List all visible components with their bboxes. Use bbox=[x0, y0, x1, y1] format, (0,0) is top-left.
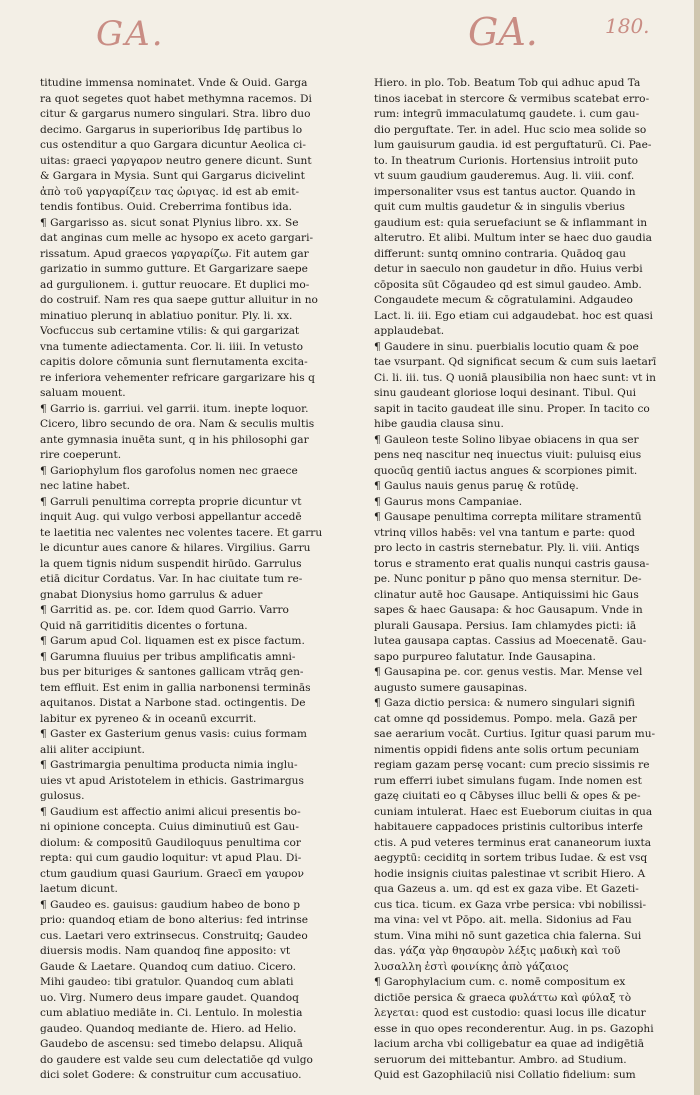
text-line: ¶ Garrio is. garriui. vel garrii. itum. inepte loquor. bbox=[40, 402, 309, 415]
text-line: qua Gazeus a. um. qd est ex gaza vibe. Et Gazeti- bbox=[374, 883, 639, 895]
text-line: garizatio in summo gutture. Et Gargarizare saepe bbox=[40, 263, 308, 275]
text-line: inquit Aug. qui vulgo verbosi appellantur accedē bbox=[40, 511, 302, 523]
text-line: augusto sumere gausapinas. bbox=[374, 681, 528, 694]
text-line: Gaude & Laetare. Quandoq cum datiuo. Cicero. bbox=[40, 960, 297, 973]
text-line: Lact. li. iii. Ego etiam cui adgaudebat. hoc est quasi bbox=[374, 309, 653, 322]
text-line: sae aerarium vocāt. Curtius. Igitur quasi parum mu- bbox=[374, 728, 656, 740]
text-line: sapo purpureo falutatur. Inde Gausapina. bbox=[374, 650, 596, 663]
text-line: ctum gaudium quasi Gaurium. Graecī em γαυρον bbox=[40, 867, 304, 880]
text-line: ¶ Gargarisso as. sicut sonat Plynius libro. xx. Se bbox=[40, 216, 299, 229]
text-line: Quid est Gazophilaciū nisi Collatio fidelium: sum bbox=[374, 1069, 636, 1081]
text-line: stum. Vina mihi nō sunt gazetica chia falerna. Sui bbox=[374, 929, 642, 942]
manuscript-annotation-left: GA. bbox=[96, 14, 165, 54]
text-line: ¶ Gaster ex Gasterium genus vasis: cuius formam bbox=[40, 728, 307, 740]
text-line: cus. Laetari vero extrinsecus. Construitq; Gaudeo bbox=[40, 929, 308, 942]
text-line: citur & gargarus numero singulari. Stra. libro duo bbox=[40, 108, 311, 120]
text-line: ¶ Garophylacium cum. c. nomē compositum ex bbox=[374, 976, 626, 988]
text-line: pe. Nunc ponitur p pāno quo mensa sternitur. De- bbox=[374, 573, 642, 585]
text-line: hibe gaudia clausa sinu. bbox=[374, 418, 504, 430]
text-line: ¶ Garumna fluuius per tribus amplificatis amni- bbox=[40, 650, 296, 663]
text-line: labitur ex pyreneo & in oceanū excurrit. bbox=[40, 712, 257, 725]
text-line: ante gymnasia inuēta sunt, q in his philosophi gar bbox=[40, 433, 309, 446]
text-line: lum gauisurum gaudia. id est perguftaturū. Ci. Pae- bbox=[374, 139, 652, 151]
text-line: ¶ Garruli penultima correpta proprie dicuntur vt bbox=[40, 495, 302, 508]
text-line: ¶ Gausapina pe. cor. genus vestis. Mar. Mense vel bbox=[374, 666, 643, 678]
text-line: Gaudebo de ascensu: sed timebo delapsu. Aliquā bbox=[40, 1038, 303, 1050]
text-line: λυσαλλη ἐστὶ φοινίκης ἀπὸ γάζαιος bbox=[374, 960, 569, 973]
text-line: Cicero, libro secundo de ora. Nam & seculis multis bbox=[40, 418, 315, 430]
text-line: cōposita sūt Cōgaudeo qd est simul gaudeo. Amb. bbox=[374, 278, 642, 291]
text-line: das. γάζα γὰρ θησαυρὸν λέξις μαδικὴ καὶ τοῦ bbox=[374, 945, 621, 957]
text-column-right bbox=[374, 76, 656, 1084]
text-line: ¶ Gauleon teste Solino libyae obiacens in qua ser bbox=[374, 433, 639, 446]
text-line: cuniam intulerat. Haec est Eueborum ciuitas in qua bbox=[374, 805, 653, 818]
text-line: prio: quandoq etiam de bono alterius: fed intrinse bbox=[40, 914, 309, 926]
text-line: nec latine habet. bbox=[40, 480, 131, 492]
text-line: to. In theatrum Curionis. Hortensius introiit puto bbox=[374, 154, 638, 167]
text-line: do costruif. Nam res qua saepe guttur alluitur in no bbox=[40, 294, 318, 306]
text-line: aegyptū: ceciditq in sortem tribus Iudae. & est vsq bbox=[374, 852, 648, 864]
text-line: tendis fontibus. Ouid. Creberrima fontibus ida. bbox=[40, 201, 293, 213]
text-line: hodie insignis ciuitas palestinae vt scribit Hiero. A bbox=[374, 867, 646, 880]
text-line: tinos iacebat in stercore & vermibus scatebat erro- bbox=[374, 92, 650, 105]
text-line: gazę ciuitati eo q Cābyses illuc belli & opes & pe- bbox=[374, 790, 641, 802]
text-line: nimentis oppidi fidens ante solis ortum pecuniam bbox=[374, 743, 640, 756]
text-line: ctis. A pud veteres terminus erat cananeorum iuxta bbox=[374, 836, 652, 849]
text-line: titudine immensa nominatet. Vnde & Ouid. Garga bbox=[40, 77, 308, 89]
text-line: re inferiora vehementer refricare gargarizare his q bbox=[40, 371, 315, 384]
text-line: sapit in tacito gaudeat ille sinu. Proper. In tacito co bbox=[374, 402, 650, 415]
text-line: decimo. Gargarus in superioribus Idę partibus lo bbox=[40, 123, 303, 136]
text-line: cum ablatiuo mediāte in. Ci. Lentulo. In molestia bbox=[40, 1007, 303, 1019]
text-line: diuersis modis. Nam quandoq fine apposito: vt bbox=[40, 945, 291, 957]
text-line: sinu gaudeant gloriose loqui desinant. Tibul. Qui bbox=[374, 387, 637, 399]
text-line: ¶ Gariophylum flos garofolus nomen nec graece bbox=[40, 464, 298, 477]
folio-number: 180. bbox=[605, 14, 650, 38]
text-line: ra quot segetes quot habet methymna racemos. Di bbox=[40, 92, 312, 105]
text-line: dictiōe persica & graeca φυλάττω καὶ φύλαξ τὸ bbox=[374, 991, 632, 1004]
text-line: Hiero. in plo. Tob. Beatum Tob qui adhuc apud Ta bbox=[374, 77, 641, 89]
text-line: ni opinione concepta. Cuius diminutiuū est Gau- bbox=[40, 821, 299, 833]
text-line: capitis dolore cōmunia sunt flernutamenta excita- bbox=[40, 356, 308, 368]
text-line: pro lecto in castris sternebatur. Ply. li. viii. Antiqs bbox=[374, 542, 640, 554]
text-line: ¶ Garum apud Col. liquamen est ex pisce factum. bbox=[40, 635, 305, 647]
text-line: te laetitia nec valentes nec volentes tacere. Et garru bbox=[40, 526, 322, 539]
text-line: uies vt apud Aristotelem in ethicis. Gastrimargus bbox=[40, 774, 304, 787]
text-line: saluam mouent. bbox=[40, 387, 126, 399]
text-line: rire coeperunt. bbox=[40, 449, 122, 461]
text-line: ad gurgulionem. i. guttur reuocare. Et duplici mo- bbox=[40, 278, 310, 291]
text-line: sapes & haec Gausapa: & hoc Gausapum. Vnde in bbox=[374, 604, 643, 616]
text-line: & Gargara in Mysia. Sunt qui Gargarus dicivelint bbox=[40, 170, 305, 182]
text-line: differunt: suntq omnino contraria. Quādoq gau bbox=[374, 247, 626, 260]
text-line: Quid nā garritiditis dicentes o fortuna. bbox=[40, 619, 248, 632]
text-line: Congaudete mecum & cōgratulamini. Adgaudeo bbox=[374, 294, 633, 306]
text-line: ¶ Gastrimargia penultima producta nimia inglu- bbox=[40, 759, 298, 771]
text-line: dat anginas cum melle ac hysopo ex aceto gargari- bbox=[40, 232, 314, 244]
text-line: rissatum. Apud graecos γαργαρίζω. Fit autem gar bbox=[40, 247, 309, 260]
text-line: tae vsurpant. Qd significat secum & cum suis laetarī bbox=[374, 356, 656, 368]
text-column-left bbox=[40, 76, 322, 1084]
text-line: uitas: graeci γαργαρον neutro genere dicunt. Sunt bbox=[40, 154, 312, 167]
text-line: Ci. li. iii. tus. Q uoniā plausibilia non haec sunt: vt in bbox=[374, 371, 656, 384]
text-line: cus ostenditur a quo Gargara dicuntur Aeolica ci- bbox=[40, 139, 306, 151]
text-line: etiā dicitur Cordatus. Var. In hac ciuitate tum re- bbox=[40, 573, 303, 585]
text-line: ¶ Gaudium est affectio animi alicui presentis bo- bbox=[40, 805, 301, 818]
text-line: bus per bituriges & santones gallicam vtrāq gen- bbox=[40, 666, 304, 678]
text-line: minatiuo plerunq in ablatiuo ponitur. Ply. li. xx. bbox=[40, 309, 293, 322]
text-line: ¶ Gaza dictio persica: & numero singulari signifi bbox=[374, 697, 635, 709]
text-line: applaudebat. bbox=[374, 325, 445, 337]
text-line: habitauere cappadoces pristinis cultoribus interfe bbox=[374, 821, 643, 833]
text-line: lacium archa vbi colligebatur ea quae ad indigētiā bbox=[374, 1038, 645, 1050]
text-line: esse in quo opes reconderentur. Aug. in ps. Gazophi bbox=[374, 1022, 654, 1035]
text-line: cus tica. ticum. ex Gaza vrbe persica: vbi nobilissi- bbox=[374, 898, 647, 911]
text-line: detur in saeculo non gaudetur in dño. Huius verbi bbox=[374, 263, 643, 275]
text-line: diolum: & compositū Gaudiloquus penultima cor bbox=[40, 836, 301, 849]
text-line: quit cum multis gaudetur & in singulis vberius bbox=[374, 201, 625, 213]
text-line: alterutro. Et alibi. Multum inter se haec duo gaudia bbox=[374, 232, 652, 244]
text-line: ἀπὸ τοῦ γαργαρίζειν τας ὠριγας. id est ab emit- bbox=[40, 185, 300, 198]
text-line: dici solet Godere: & construitur cum accusatiuo. bbox=[40, 1069, 302, 1081]
text-line: repta: qui cum gaudio loquitur: vt apud Plau. Di- bbox=[40, 852, 302, 864]
text-line: alii aliter accipiunt. bbox=[40, 743, 145, 756]
text-line: ¶ Gaudere in sinu. puerbialis locutio quam & poe bbox=[374, 340, 639, 353]
text-line: Mihi gaudeo: tibi gratulor. Quandoq cum ablati bbox=[40, 976, 294, 988]
text-line: pens neq nascitur neq inuectus viuit: puluisq eius bbox=[374, 449, 642, 461]
text-line: cat omne qd possidemus. Pompo. mela. Gazā per bbox=[374, 712, 637, 725]
text-line: gaudium est: quia seruefaciunt se & inflammant in bbox=[374, 216, 648, 229]
text-line: Vocfuccus sub certamine vtilis: & qui gargarizat bbox=[40, 325, 300, 337]
text-line: uo. Virg. Numero deus impare gaudet. Quandoq bbox=[40, 991, 299, 1004]
manuscript-annotation-header: GA. bbox=[468, 10, 538, 54]
text-line: gulosus. bbox=[40, 790, 85, 802]
text-line: aquitanos. Distat a Narbone stad. octingentis. De bbox=[40, 697, 306, 709]
text-line: impersonaliter vsus est tantus auctor. Quando in bbox=[374, 185, 636, 198]
text-line: rum: integrū immaculatumq gaudete. i. cum gau- bbox=[374, 108, 640, 120]
text-line: laetum dicunt. bbox=[40, 883, 118, 895]
text-line: do gaudere est valde seu cum delectatiōe qd vulgo bbox=[40, 1053, 313, 1066]
text-line: rum efferri iubet simulans fugam. Inde nomen est bbox=[374, 774, 642, 787]
text-line: ¶ Garritid as. pe. cor. Idem quod Garrio. Varro bbox=[40, 604, 289, 616]
text-line: vt suum gaudium gauderemus. Aug. li. viii. conf. bbox=[374, 170, 635, 182]
text-line: ¶ Gaudeo es. gauisus: gaudium habeo de bono p bbox=[40, 898, 301, 911]
text-line: lutea gausapa captas. Cassius ad Moecenatē. Gau- bbox=[374, 635, 647, 647]
text-line: gaudeo. Quandoq mediante de. Hiero. ad Helio. bbox=[40, 1022, 297, 1035]
text-line: ¶ Gausape penultima correpta militare stramentū bbox=[374, 511, 642, 523]
text-line: la quem tignis nidum suspendit hirūdo. Garrulus bbox=[40, 557, 302, 570]
text-line: le dicuntur aues canore & hilares. Virgilius. Garru bbox=[40, 542, 311, 554]
text-line: dio perguftate. Ter. in adel. Huc scio mea solide so bbox=[374, 123, 647, 136]
text-line: vtrinq villos habēs: vel vna tantum e parte: quod bbox=[374, 526, 635, 539]
text-line: tem effluit. Est enim in gallia narbonensi terminās bbox=[40, 681, 311, 694]
text-line: torus e stramento erat qualis nunqui castris gausa- bbox=[374, 557, 650, 570]
text-line: ¶ Gaurus mons Campaniae. bbox=[374, 495, 523, 508]
page-edge bbox=[694, 0, 700, 1095]
text-line: vna tumente adiectamenta. Cor. li. iiii. In vetusto bbox=[40, 340, 304, 353]
text-line: seruorum dei mittebantur. Ambro. ad Studium. bbox=[374, 1053, 627, 1066]
text-line: clinatur autē hoc Gausape. Antiquissimi hic Gaus bbox=[374, 588, 639, 601]
text-line: regiam gazam persę vocant: cum precio sissimis re bbox=[374, 759, 650, 771]
text-line: gnabat Dionysius homo garrulus & aduer bbox=[40, 588, 263, 601]
text-line: λεγεται: quod est custodio: quasi locus ille dicatur bbox=[374, 1007, 646, 1019]
text-line: plurali Gausapa. Persius. Iam chlamydes picti: iā bbox=[374, 619, 637, 632]
text-line: ma vina: vel vt Pōpo. ait. mella. Sidonius ad Fau bbox=[374, 914, 632, 926]
text-line: quocūq gentiū iactus angues & scorpiones pimit. bbox=[374, 464, 638, 477]
text-line: ¶ Gaulus nauis genus paruę & rotūdę. bbox=[374, 480, 579, 492]
